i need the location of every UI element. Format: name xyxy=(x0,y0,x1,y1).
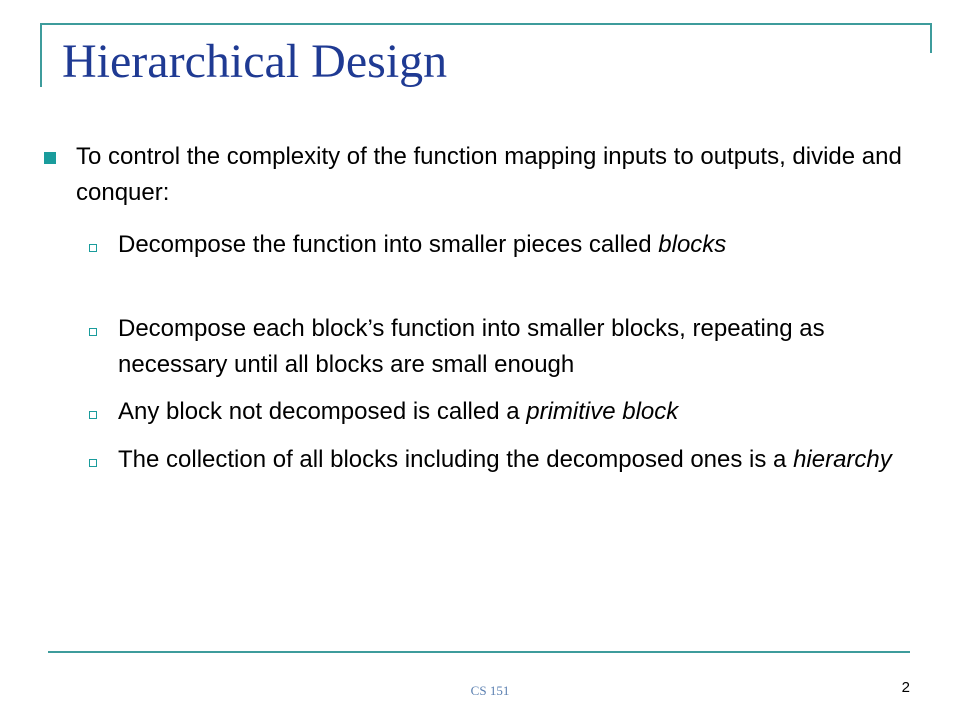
filled-square-bullet-icon xyxy=(44,152,56,164)
subbullet-text: Any block not decomposed is called a primitive block xyxy=(118,398,679,425)
subbullet-text: The collection of all blocks including the decomposed ones is a hierarchy xyxy=(118,446,892,473)
subbullet-text: Decompose each block’s function into smaller blocks, repeating as necessary until all blocks are small enough xyxy=(118,315,825,378)
page-number: 2 xyxy=(901,679,910,696)
footer-line xyxy=(48,651,910,653)
frame-left-line xyxy=(40,23,42,87)
frame-right-line xyxy=(930,23,932,53)
footer-course-label: CS 151 xyxy=(470,683,510,698)
hollow-square-bullet-icon xyxy=(89,328,97,336)
subbullet-text: Decompose the function into smaller pieces called blocks xyxy=(118,231,727,258)
slide-title: Hierarchical Design xyxy=(62,35,448,88)
hollow-square-bullet-icon xyxy=(89,244,97,252)
bullet-text: To control the complexity of the function mapping inputs to outputs, divide and conquer: xyxy=(76,143,902,206)
hollow-square-bullet-icon xyxy=(89,411,97,419)
hollow-square-bullet-icon xyxy=(89,459,97,467)
frame-top-line xyxy=(40,23,932,25)
